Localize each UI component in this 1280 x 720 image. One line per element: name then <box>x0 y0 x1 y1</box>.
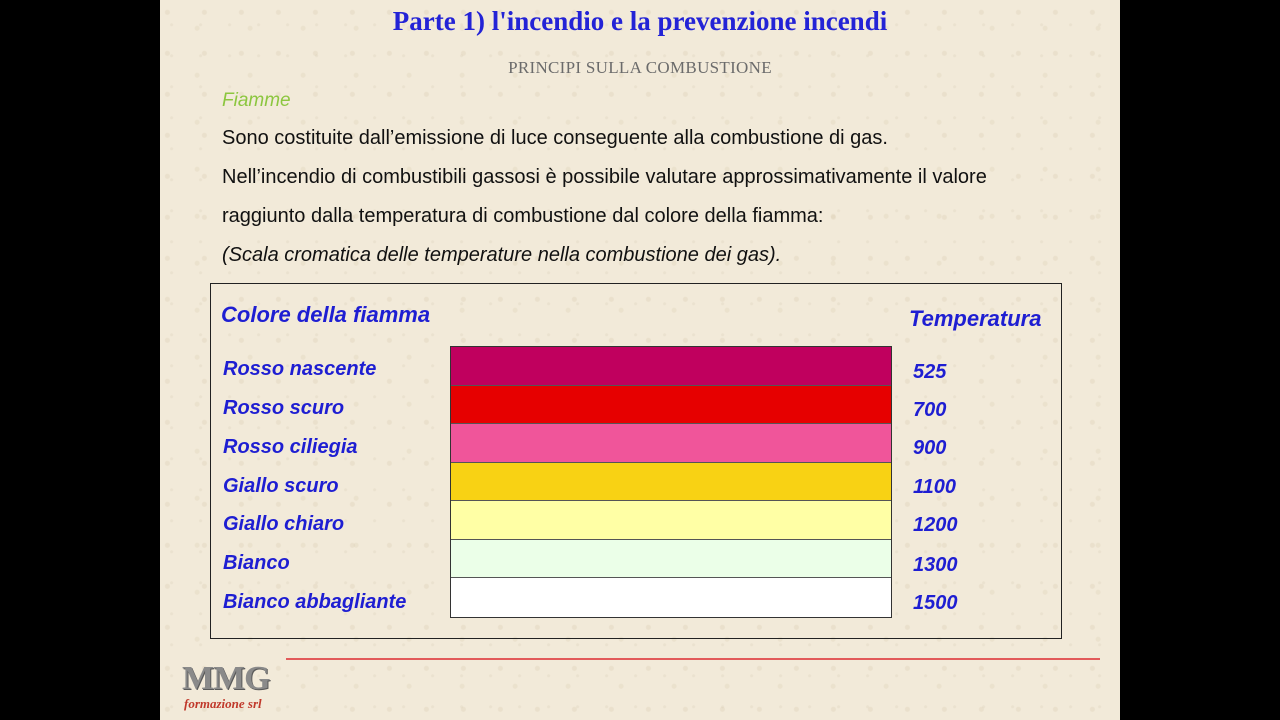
slide-subtitle: PRINCIPI SULLA COMBUSTIONE <box>508 58 772 77</box>
color-swatch <box>451 386 891 425</box>
color-swatch <box>451 501 891 540</box>
color-swatch <box>451 578 891 617</box>
temperature-value: 1200 <box>913 514 958 536</box>
paragraph-note: (Scala cromatica delle temperature nella combustione dei gas). <box>222 244 782 266</box>
slide <box>160 0 1120 720</box>
color-swatch <box>451 540 891 579</box>
slide-title: Parte 1) l'incendio e la prevenzione incendi <box>392 6 888 36</box>
row-label: Giallo chiaro <box>223 513 345 535</box>
temperature-value: 1300 <box>913 554 958 576</box>
temperature-value: 525 <box>913 361 947 383</box>
row-label: Rosso scuro <box>223 397 345 419</box>
row-label: Bianco <box>223 552 290 574</box>
color-swatch <box>451 463 891 502</box>
logo-subtitle: formazione srl <box>184 696 262 711</box>
paragraph-2: Nell’incendio di combustibili gassosi è possibile valutare approssimativamente il valore <box>222 166 987 188</box>
temperature-value: 1100 <box>913 476 957 498</box>
temperature-value: 900 <box>913 437 947 459</box>
color-scale <box>450 346 892 618</box>
color-swatch <box>451 424 891 463</box>
footer-divider <box>286 658 1100 660</box>
temperature-value: 1500 <box>913 592 958 614</box>
row-label: Rosso ciliegia <box>223 436 358 458</box>
company-logo <box>182 660 278 714</box>
flame-temperature-table <box>210 283 1062 639</box>
header-temperature: Temperatura <box>909 306 1042 331</box>
section-heading: Fiamme <box>222 90 291 111</box>
header-flame-color: Colore della fiamma <box>221 302 431 327</box>
color-swatch <box>451 347 891 386</box>
paragraph-3: raggiunto dalla temperatura di combustione dal colore della fiamma: <box>222 205 824 227</box>
row-label: Bianco abbagliante <box>223 591 407 613</box>
logo-text: MMG <box>182 660 270 697</box>
paragraph-1: Sono costituite dall’emissione di luce conseguente alla combustione di gas. <box>222 127 888 149</box>
temperature-value: 700 <box>913 399 947 421</box>
row-label: Giallo scuro <box>223 475 339 497</box>
row-label: Rosso nascente <box>223 358 377 380</box>
